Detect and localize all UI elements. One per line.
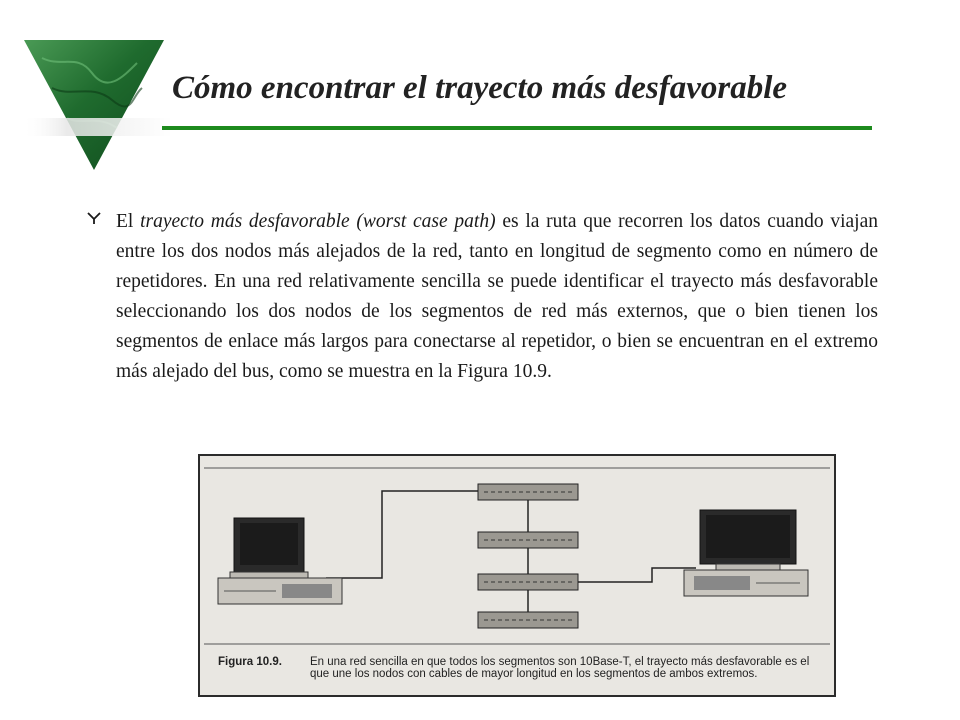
bullet-text-start: El <box>116 211 141 232</box>
green-marble-triangle-icon <box>22 38 172 174</box>
computer-left-icon <box>218 518 342 604</box>
check-bullet-icon <box>86 207 116 387</box>
hub-icon <box>478 532 578 548</box>
bullet-paragraph <box>116 207 878 387</box>
hub-icon <box>478 612 578 628</box>
title-underline <box>162 126 872 130</box>
figure-10-9 <box>198 454 836 697</box>
slide-title: Cómo encontrar el trayecto más desfavorable <box>172 70 788 106</box>
hub-icon <box>478 574 578 590</box>
hub-icon <box>478 484 578 500</box>
figure-caption-text: En una red sencilla en que todos los segmentos son 10Base-T, el trayecto más desfavorable es el que une los nodos con cables de mayor longitud en los segmentos de ambos extremos. <box>310 656 810 680</box>
computer-right-icon <box>684 510 808 596</box>
bullet-item <box>86 207 878 387</box>
bullet-text-end: es la ruta que recorren los datos cuando viajan entre los dos nodos más alejados de la red, tanto en longitud de segmento como en número de repetidores. En una red relativamente sencilla se puede identificar el trayecto más desfavorable seleccionando los dos nodos de los segmentos de red más externos, que o bien tienen los segmentos de enlace más largos para conectarse al repetidor, o bien se encuentran en el extremo más alejado del bus, como se muestra en la Figura 10.9. <box>116 211 878 382</box>
figure-caption <box>218 656 818 680</box>
bullet-emphasis: trayecto más desfavorable (worst case path) <box>140 211 496 232</box>
figure-caption-label: Figura 10.9. <box>218 656 282 668</box>
